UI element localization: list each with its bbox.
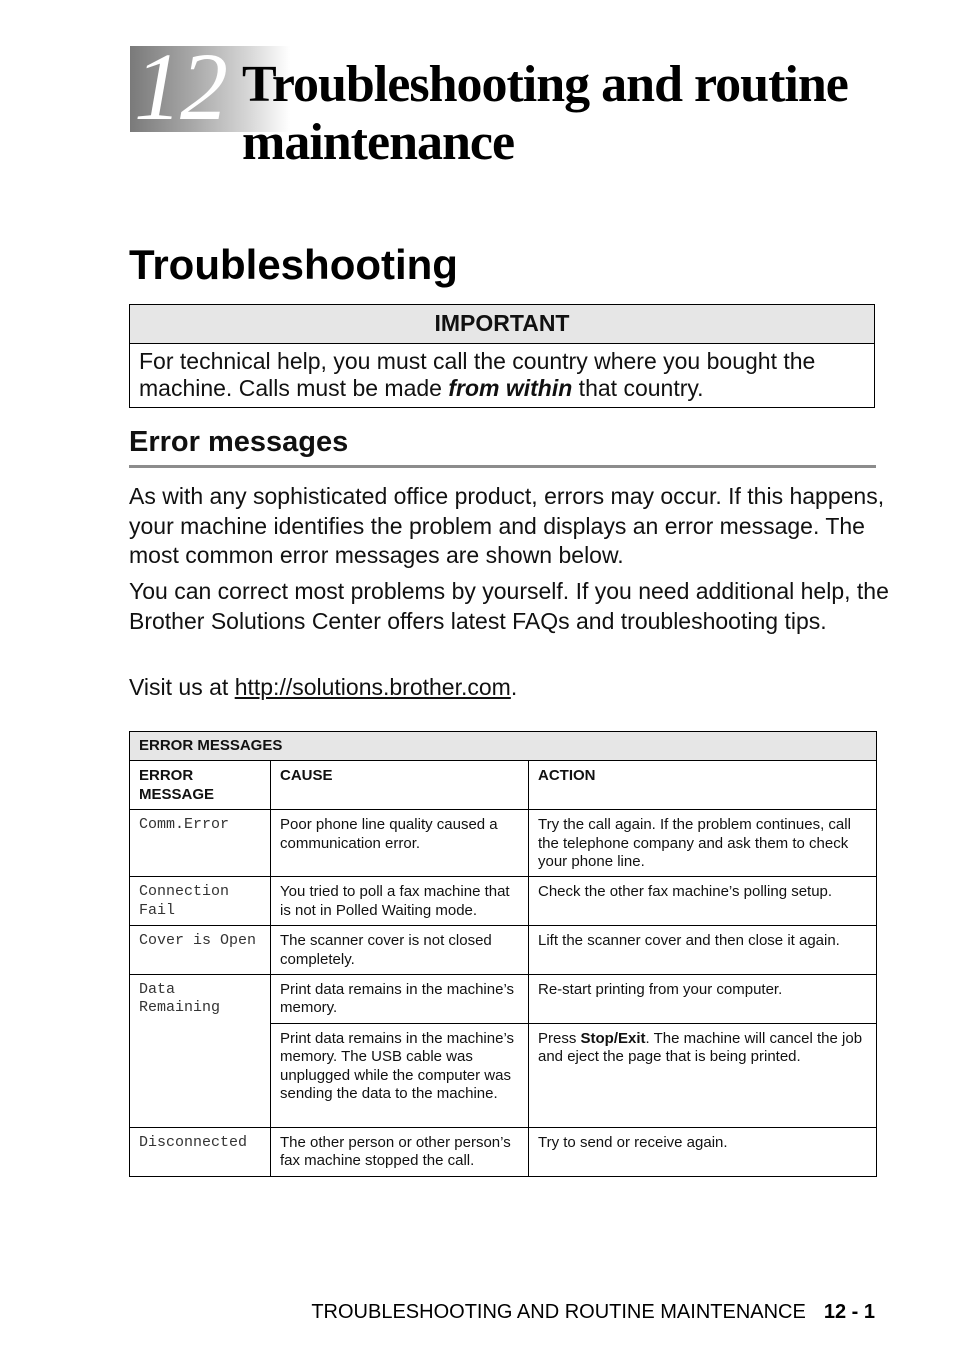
action-cell: Try the call again. If the problem continues, call the telephone company and ask them to check your phone line. [529, 810, 877, 877]
action-cell: Check the other fax machine’s polling setup. [529, 877, 877, 926]
action-cell [529, 1023, 877, 1127]
important-text [130, 344, 874, 402]
visit-prefix: Visit us at [129, 674, 235, 700]
visit-suffix: . [510, 674, 518, 700]
page-footer [311, 1300, 875, 1324]
error-code: Connection Fail [130, 877, 271, 926]
column-header-error: ERROR MESSAGE [130, 761, 271, 810]
important-heading: IMPORTANT [130, 305, 874, 344]
error-code: Cover is Open [130, 926, 271, 975]
important-notice [129, 304, 875, 408]
cause-cell: Poor phone line quality caused a communication error. [271, 810, 529, 877]
cause-cell: You tried to poll a fax machine that is not in Polled Waiting mode. [271, 877, 529, 926]
action-cell: Re-start printing from your computer. [529, 975, 877, 1024]
table-row [130, 926, 877, 975]
important-emphasis: from within [448, 375, 573, 401]
important-text-before: For technical help, you must call the country where you bought the machine. Calls must be made [139, 348, 816, 401]
important-text-after: that country. [572, 375, 704, 401]
subsection-title: Error messages [129, 426, 349, 458]
chapter-title: Troubleshooting and routine maintenance [242, 56, 848, 171]
cause-cell: Print data remains in the machine’s memory. The USB cable was unplugged while the computer was sending the data to the machine. [271, 1023, 529, 1127]
help-paragraph: You can correct most problems by yourself. If you need additional help, the Brother Solutions Center offers latest FAQs and troubleshooting tips. [129, 578, 889, 634]
table-title: ERROR MESSAGES [130, 732, 877, 761]
column-header-action: ACTION [529, 761, 877, 810]
intro-paragraph: As with any sophisticated office product, errors may occur. If this happens, your machine identifies the problem and displays an error message. The most common error messages are shown below. [129, 483, 885, 568]
cause-cell: The other person or other person’s fax machine stopped the call. [271, 1127, 529, 1176]
action-cell: Lift the scanner cover and then close it again. [529, 926, 877, 975]
error-code: Disconnected [130, 1127, 271, 1176]
column-header-cause: CAUSE [271, 761, 529, 810]
table-row [130, 877, 877, 926]
action-cell: Try to send or receive again. [529, 1127, 877, 1176]
error-code: Data Remaining [130, 975, 271, 1128]
cause-cell: The scanner cover is not closed completely. [271, 926, 529, 975]
subsection-divider [129, 465, 876, 468]
stop-exit-key-label: Stop/Exit [580, 1029, 646, 1047]
cause-cell: Print data remains in the machine’s memory. [271, 975, 529, 1024]
chapter-number: 12 [134, 33, 226, 140]
table-row [130, 810, 877, 877]
action-prefix: Press [538, 1029, 581, 1047]
solutions-link[interactable]: http://solutions.brother.com [234, 674, 511, 700]
page-number: 12 - 1 [823, 1301, 875, 1323]
table-row [130, 975, 877, 1024]
table-row [130, 1127, 877, 1176]
footer-chapter-title: TROUBLESHOOTING AND ROUTINE MAINTENANCE [311, 1301, 806, 1323]
section-title: Troubleshooting [129, 241, 458, 288]
action-suffix: . The machine will cancel the job and eject the page that is being printed. [538, 1029, 863, 1066]
error-messages-table [129, 731, 877, 1177]
visit-paragraph [129, 673, 889, 703]
error-code: Comm.Error [130, 810, 271, 877]
